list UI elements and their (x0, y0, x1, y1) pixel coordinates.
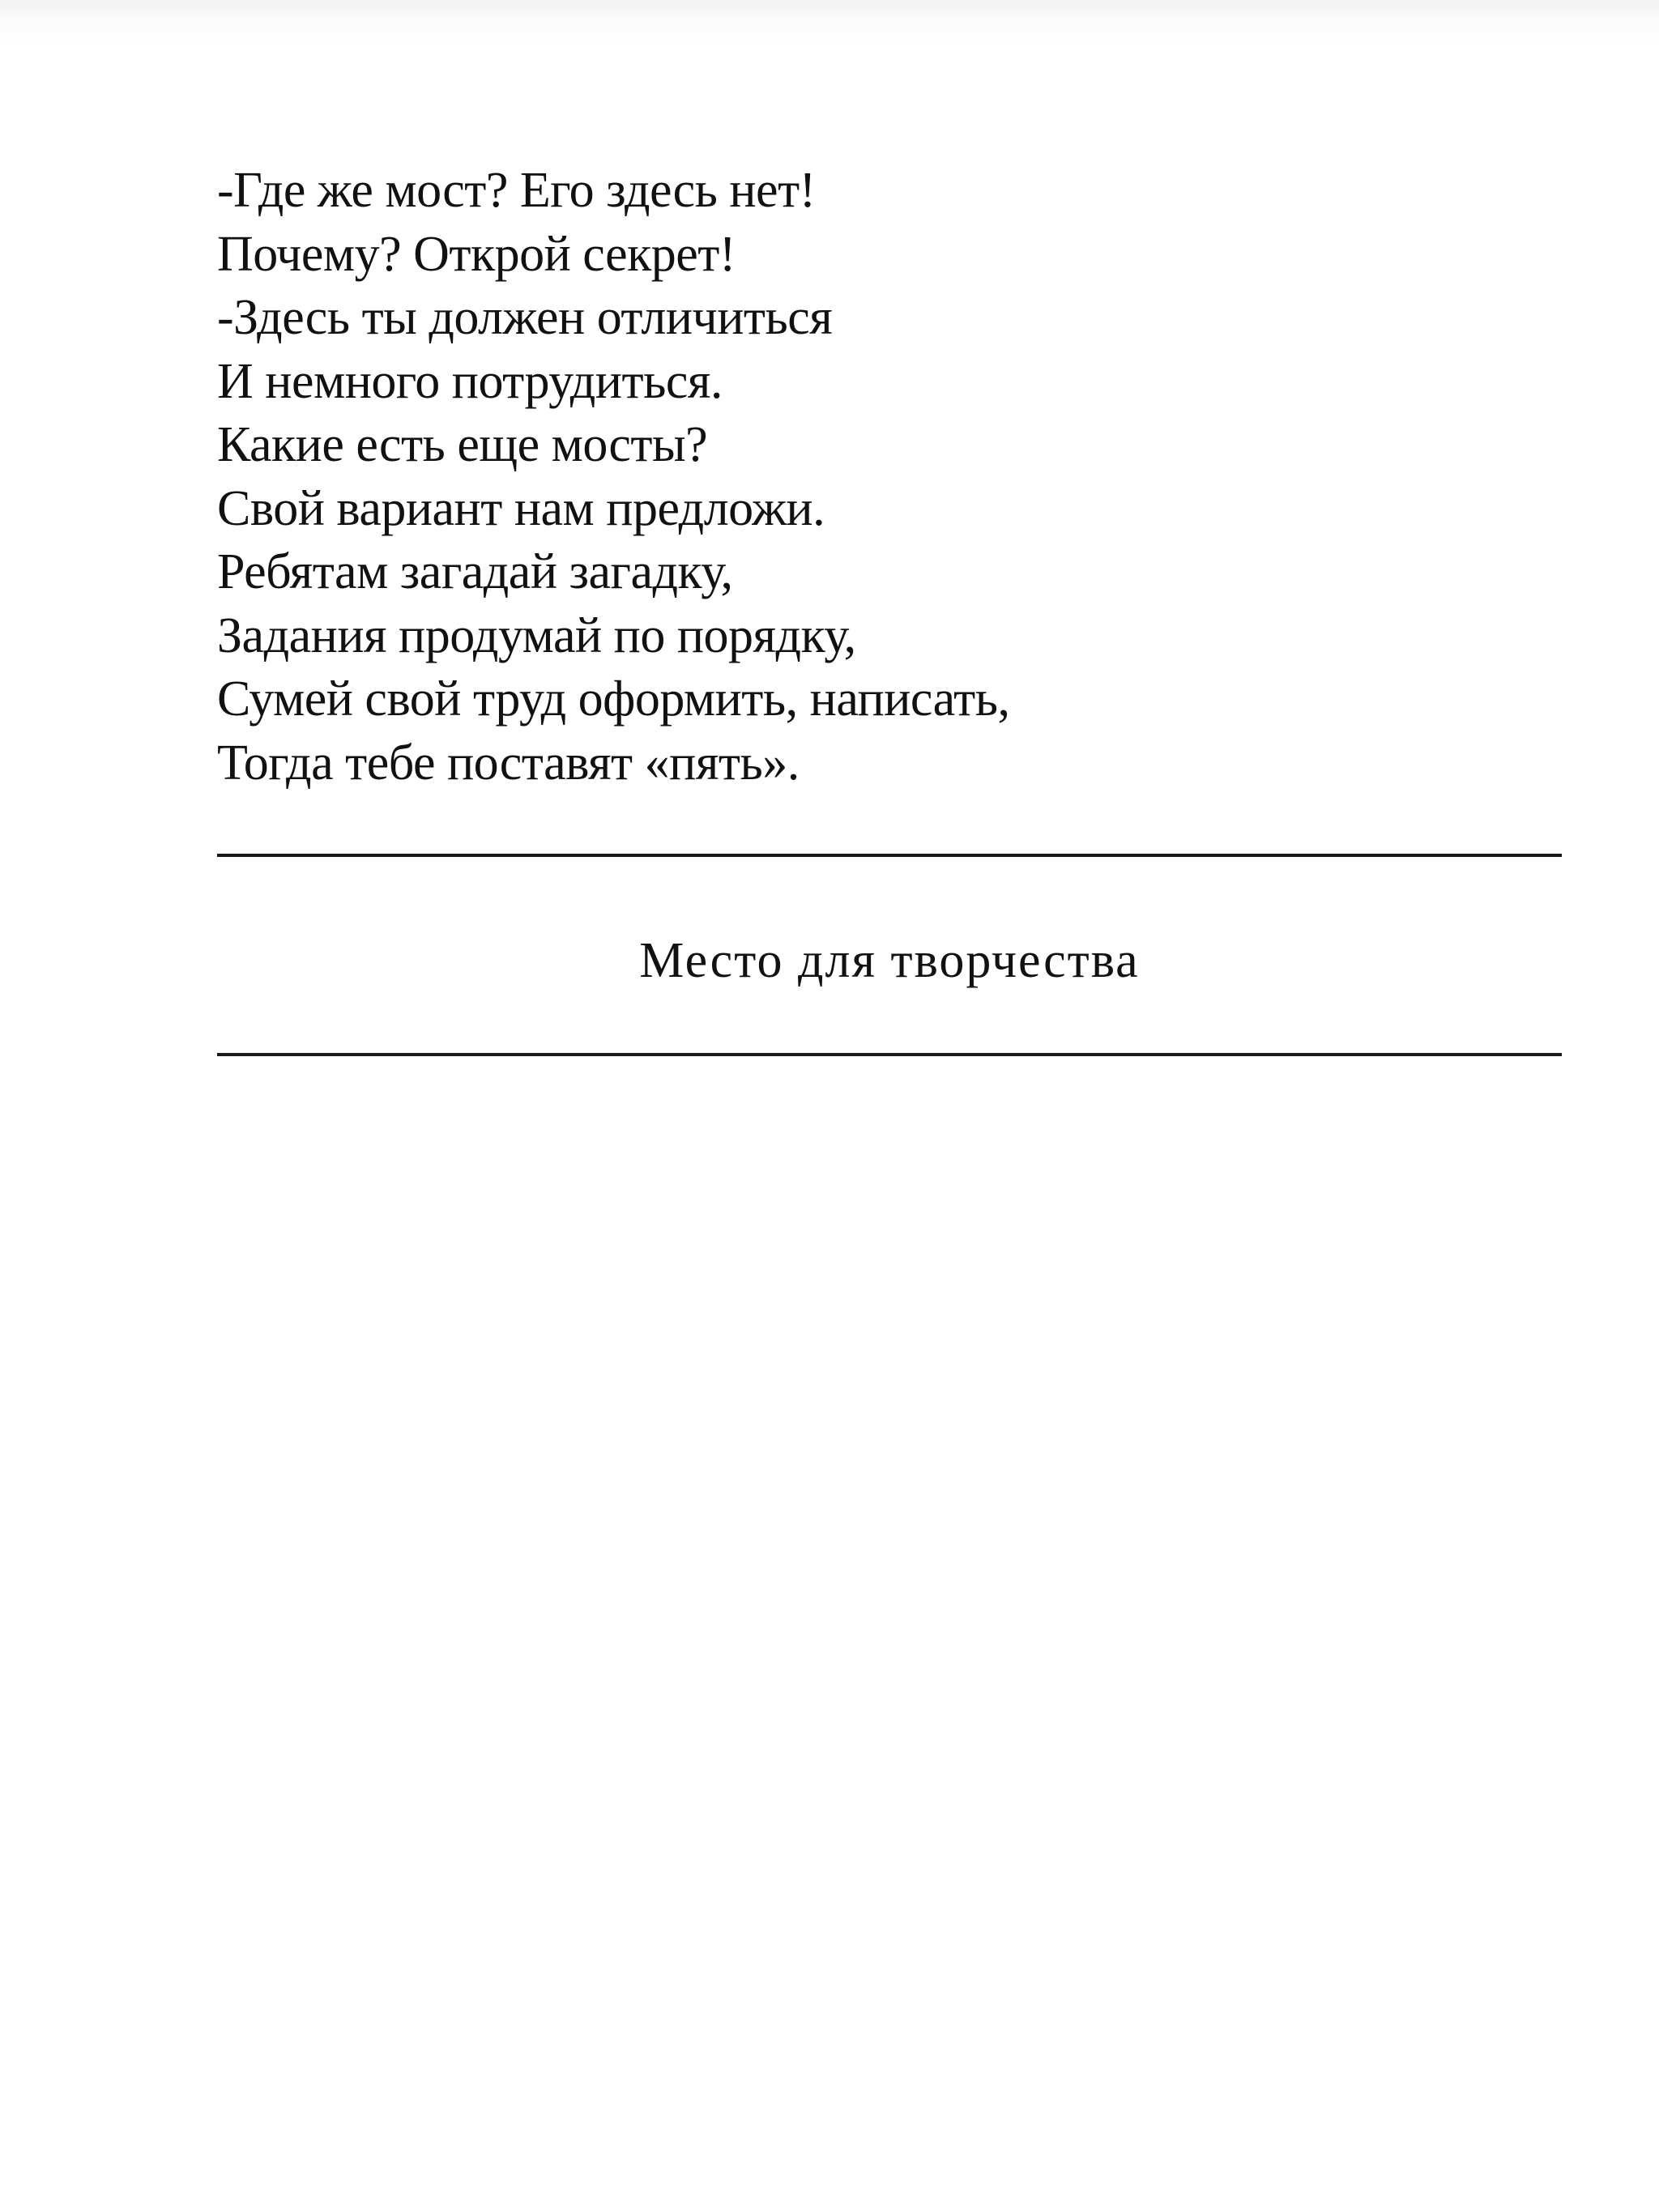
creative-section-caption: Место для творчества (639, 933, 1140, 988)
poem-line: Тогда тебе поставят «пять». (217, 735, 800, 791)
poem-line: Почему? Открой секрет! (217, 226, 736, 282)
poem-line: И немного потрудиться. (217, 353, 723, 409)
poem-line: Какие есть еще мосты? (217, 417, 708, 472)
poem (217, 159, 1432, 795)
scan-edge-shadow (0, 0, 1659, 49)
poem-line: Свой вариант нам предложи. (217, 480, 825, 536)
poem-line: Сумей свой труд оформить, написать, (217, 671, 1010, 727)
poem-line: Задания продумай по порядку, (217, 607, 856, 663)
poem-line: -Где же мост? Его здесь нет! (217, 163, 816, 218)
creative-space-area (217, 1069, 1562, 2122)
divider-top (217, 854, 1562, 857)
divider-bottom (217, 1053, 1562, 1056)
poem-line: -Здесь ты должен отличиться (217, 290, 833, 345)
poem-line: Ребятам загадай загадку, (217, 544, 733, 599)
